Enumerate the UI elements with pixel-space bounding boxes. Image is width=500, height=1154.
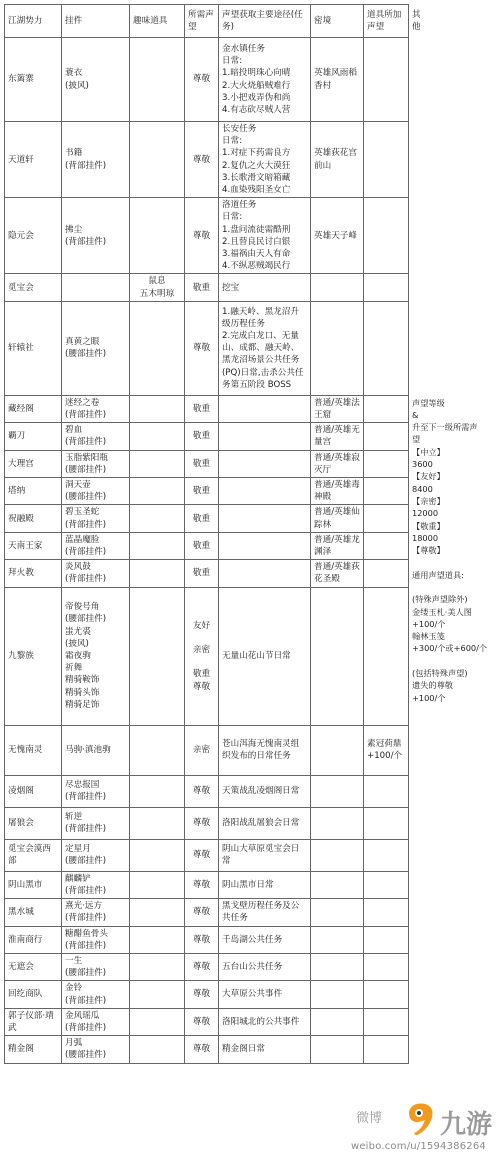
fun-item-cell [130,532,185,559]
table-row [5,981,409,1008]
table-row [5,807,409,839]
table-row [5,953,409,980]
fun-item-cell [130,926,185,953]
faction-cell: 精金阁 [5,1036,62,1063]
watermark-url: weibo.com/u/1594386264 [350,1141,486,1152]
fun-item-cell [130,587,185,725]
route-cell: 阴山黑市日常 [219,871,311,898]
faction-cell: 觅宝会漠西部 [5,839,62,871]
required-rep-cell: 敬重 [185,560,219,587]
required-rep-cell: 敬重 [185,450,219,477]
table-row [5,532,409,559]
bonus-cell [364,478,409,505]
item-cell: 蓝晶魔脸 (背部挂件) [62,532,130,559]
route-cell [219,423,311,450]
required-rep-cell: 友好 亲密 敬重 尊敬 [185,587,219,725]
weibo-watermark-text: 微博 [355,1111,382,1126]
table-row [5,122,409,198]
route-cell: 长安任务 日常: 1.对症下药需良方 2.复仇之火大漠狂 3.长歌滑文暗箱藏 4.血染残阳圣女亡 [219,122,311,198]
bonus-cell [364,899,409,926]
fun-item-cell [130,725,185,775]
required-rep-cell: 敬重 [185,274,219,301]
column-header: 声望获取主要途径(任务) [219,5,311,38]
faction-cell: 祝融殿 [5,505,62,532]
bonus-cell [364,198,409,274]
required-rep-cell: 尊敬 [185,122,219,198]
bonus-cell [364,981,409,1008]
table-row [5,926,409,953]
realm-cell: 英雄天子峰 [311,198,364,274]
route-cell: 大草原公共事件 [219,981,311,1008]
fun-item-cell [130,899,185,926]
table-row [5,775,409,807]
faction-cell: 淮南商行 [5,926,62,953]
item-cell: 麒麟铲 (背部挂件) [62,871,130,898]
item-cell: 帝俊号角 (腰部挂件) 蚩尤裘 (披风) 霜夜驹 祈舞 精骑鞍饰 精骑头饰 精骑足饰 [62,587,130,725]
fun-item-cell [130,450,185,477]
faction-cell: 无遮会 [5,953,62,980]
realm-cell [311,775,364,807]
required-rep-cell: 尊敬 [185,38,219,122]
item-cell: 炎风鼓 (背部挂件) [62,560,130,587]
table-row [5,395,409,422]
faction-cell: 天南王家 [5,532,62,559]
route-cell: 洛道任务 日常: 1.盘问流徒需酷刑 2.且替良民讨白银 3.福祸由天人有命 4.不纵恶贼竭民行 [219,198,311,274]
realm-cell [311,899,364,926]
item-cell: 玉脂紫阳瓶 (腰部挂件) [62,450,130,477]
bonus-cell [364,560,409,587]
bonus-cell: 素冠荷鼎 +100/个 [364,725,409,775]
table-row [5,198,409,274]
table-row [5,450,409,477]
realm-cell [311,725,364,775]
fun-item-cell [130,775,185,807]
route-cell: 苍山洱海无愧南灵组织发布的日常任务 [219,725,311,775]
required-rep-cell: 尊敬 [185,1036,219,1063]
table-row [5,1036,409,1063]
route-cell [219,505,311,532]
fun-item-cell: 鼠息 五木明琼 [130,274,185,301]
column-header: 挂件 [62,5,130,38]
fun-item-cell [130,505,185,532]
route-cell: 精金阁日常 [219,1036,311,1063]
table-header-row: 江湖势力 挂件 趣味道具 所需声望 声望获取主要途径(任务) 密境 道具所加声望 其他 [5,5,409,38]
column-header: 道具所加声望 [364,5,409,38]
item-cell: 书籍 (背部挂件) [62,122,130,198]
faction-cell: 阴山黑市 [5,871,62,898]
bonus-cell [364,395,409,422]
realm-cell [311,1036,364,1063]
realm-cell: 英雄风雨稻香村 [311,38,364,122]
required-rep-cell: 尊敬 [185,839,219,871]
table-row [5,505,409,532]
fun-item-cell [130,423,185,450]
logo-text: 九游 [439,1110,492,1140]
bonus-cell [364,274,409,301]
realm-cell [311,807,364,839]
table-row [5,301,409,395]
required-rep-cell: 敬重 [185,423,219,450]
fun-item-cell [130,560,185,587]
fun-item-cell [130,839,185,871]
table-row [5,274,409,301]
faction-cell: 凌烟阁 [5,775,62,807]
required-rep-cell: 尊敬 [185,926,219,953]
jiuyou-logo [404,1100,492,1138]
bonus-cell [364,505,409,532]
required-rep-cell: 敬重 [185,395,219,422]
bonus-cell [364,775,409,807]
column-header: 密境 [311,5,364,38]
fun-item-cell [130,301,185,395]
nine-logo-icon [404,1100,438,1138]
realm-cell [311,871,364,898]
bonus-cell [364,423,409,450]
required-rep-cell: 敬重 [185,478,219,505]
faction-cell: 拜火教 [5,560,62,587]
table-row: 东篱寨 蓑衣 (披风) 尊敬 金水镇任务 日常: 1.暗投明珠心向晴 2.大火烧船贼难行 3.小把戏弄伪和尚 4.有志砍尽贼人营 英雄风雨稻香村 声望等级 & 升至下一级所需声 望 【中立】 3600 【友好】 8400 【亲密】 12000 【敬重】 18000 【尊敬】 通用声望道具: (特殊声望除外) 金缕玉札·美人图 +100/个 翰林玉笺 +300/个或+600/个 (包括特殊声望) 遗失的尊敬 +100/个 [5,38,409,122]
item-cell: 碧玉圣蛇 (背部挂件) [62,505,130,532]
table-row [5,899,409,926]
faction-cell: 东篱寨 [5,38,62,122]
realm-cell: 普通/英雄仙踪林 [311,505,364,532]
route-cell [219,532,311,559]
bonus-cell [364,1036,409,1063]
faction-cell: 覇刀 [5,423,62,450]
realm-cell: 普通/英雄荻花圣殿 [311,560,364,587]
route-cell [219,450,311,477]
route-cell: 无量山花山节日常 [219,587,311,725]
route-cell: 洛阳战乱屠狼会日常 [219,807,311,839]
route-cell: 五台山公共任务 [219,953,311,980]
faction-cell: 轩辕社 [5,301,62,395]
faction-cell: 塔纳 [5,478,62,505]
realm-cell [311,953,364,980]
item-cell: 糖醋鱼骨头 (背部挂件) [62,926,130,953]
item-cell: 一生 (腰部挂件) [62,953,130,980]
item-cell: 拂尘 (背部挂件) [62,198,130,274]
route-cell [219,560,311,587]
bonus-cell [364,587,409,725]
fun-item-cell [130,807,185,839]
bonus-cell [364,122,409,198]
required-rep-cell: 尊敬 [185,775,219,807]
realm-cell [311,274,364,301]
table-row [5,839,409,871]
bonus-cell [364,1008,409,1035]
required-rep-cell: 敬重 [185,532,219,559]
faction-cell: 回纥商队 [5,981,62,1008]
route-cell: 金水镇任务 日常: 1.暗投明珠心向晴 2.大火烧船贼难行 3.小把戏弄伪和尚 4.有志砍尽贼人营 [219,38,311,122]
table-row [5,871,409,898]
required-rep-cell: 尊敬 [185,953,219,980]
realm-cell: 普通/英雄毒神殿 [311,478,364,505]
column-header: 江湖势力 [5,5,62,38]
fun-item-cell [130,1008,185,1035]
faction-cell: 隐元会 [5,198,62,274]
fun-item-cell [130,395,185,422]
item-cell: 碧血 (背部挂件) [62,423,130,450]
table-row [5,1008,409,1035]
column-header: 趣味道具 [130,5,185,38]
fun-item-cell [130,871,185,898]
route-cell: 挖宝 [219,274,311,301]
bonus-cell [364,807,409,839]
table-row [5,478,409,505]
item-cell: 斩逆 (背部挂件) [62,807,130,839]
item-cell: 月弧 (腰部挂件) [62,1036,130,1063]
required-rep-cell: 亲密 [185,725,219,775]
bonus-cell [364,532,409,559]
item-cell: 迷经之卷 (背部挂件) [62,395,130,422]
route-cell: 天策战乱凌烟阁日常 [219,775,311,807]
bonus-cell [364,38,409,122]
item-cell: 蓑衣 (披风) [62,38,130,122]
item-cell: 真黄之眼 (腰部挂件) [62,301,130,395]
required-rep-cell: 尊敬 [185,301,219,395]
item-cell: 洞天壶 (腰部挂件) [62,478,130,505]
faction-cell: 无愧南灵 [5,725,62,775]
fun-item-cell [130,38,185,122]
reputation-table [4,4,488,1064]
route-cell: 阴山大草原觅宝会日常 [219,839,311,871]
bonus-cell [364,839,409,871]
required-rep-cell: 尊敬 [185,1008,219,1035]
faction-cell: 大理宫 [5,450,62,477]
realm-cell: 英雄荻花宫前山 [311,122,364,198]
realm-cell: 普通/英雄法王窟 [311,395,364,422]
table-row [5,423,409,450]
realm-cell [311,926,364,953]
realm-cell: 普通/英雄寂灭厅 [311,450,364,477]
item-cell: 尽忠报国 (背部挂件) [62,775,130,807]
faction-cell: 天道轩 [5,122,62,198]
realm-cell: 普通/英雄龙渊泽 [311,532,364,559]
bonus-cell [364,953,409,980]
column-header: 所需声望 [185,5,219,38]
faction-cell: 觅宝会 [5,274,62,301]
required-rep-cell: 尊敬 [185,899,219,926]
table-row [5,560,409,587]
bonus-cell [364,301,409,395]
table-row [5,587,409,725]
fun-item-cell [130,1036,185,1063]
route-cell: 洛阳城北的公共事件 [219,1008,311,1035]
fun-item-cell [130,198,185,274]
realm-cell [311,839,364,871]
fun-item-cell [130,478,185,505]
item-cell: 熹光·远方 (背部挂件) [62,899,130,926]
bonus-cell [364,926,409,953]
item-cell: 马驹·滇池驹 [62,725,130,775]
required-rep-cell: 尊敬 [185,198,219,274]
required-rep-cell: 尊敬 [185,871,219,898]
required-rep-cell: 尊敬 [185,807,219,839]
faction-cell: 屠狼会 [5,807,62,839]
faction-cell: 九黎族 [5,587,62,725]
route-cell [219,395,311,422]
table-row [5,725,409,775]
faction-cell: 藏经阁 [5,395,62,422]
fun-item-cell [130,953,185,980]
route-cell: 黑戈壁历程任务及公共任务 [219,899,311,926]
faction-cell: 黑水城 [5,899,62,926]
required-rep-cell: 敬重 [185,505,219,532]
item-cell: 金铃 (背部挂件) [62,981,130,1008]
realm-cell: 普通/英雄无量宫 [311,423,364,450]
realm-cell [311,981,364,1008]
faction-cell: 郭子仪部·靖武 [5,1008,62,1035]
item-cell: 金风瑶瓜 (背部挂件) [62,1008,130,1035]
route-cell: 千岛湖公共任务 [219,926,311,953]
fun-item-cell [130,981,185,1008]
fun-item-cell [130,122,185,198]
route-cell [219,478,311,505]
item-cell: 定星月 (腰部挂件) [62,839,130,871]
required-rep-cell: 尊敬 [185,981,219,1008]
route-cell: 1.融天岭、黑龙沼升级历程任务 2.完成白龙口、无量山、成都、融天岭、黑龙沼场景公共任务(PQ)日常,击杀公共任务第五阶段 BOSS [219,301,311,395]
realm-cell [311,301,364,395]
realm-cell [311,587,364,725]
item-cell [62,274,130,301]
realm-cell [311,1008,364,1035]
bonus-cell [364,871,409,898]
bonus-cell [364,450,409,477]
